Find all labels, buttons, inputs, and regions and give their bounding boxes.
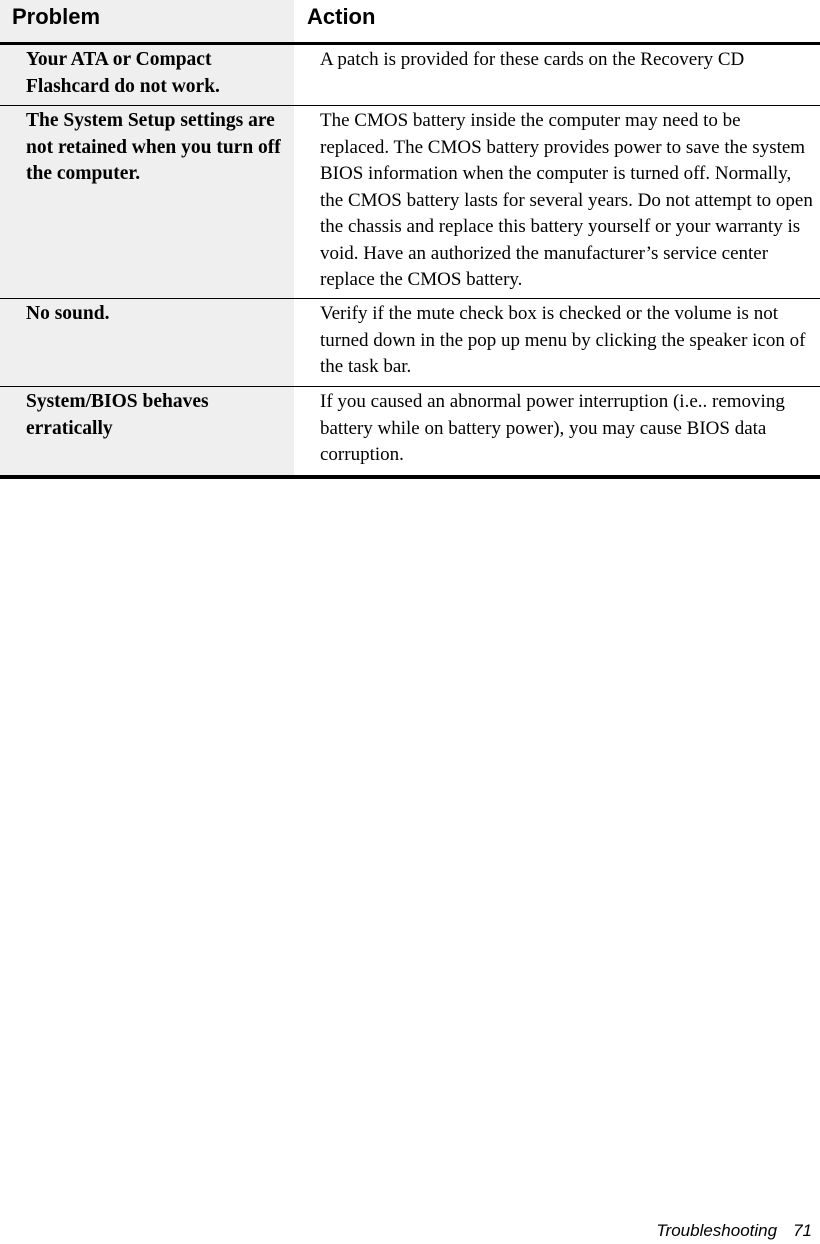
problem-column-header: Problem bbox=[12, 4, 101, 29]
page-footer bbox=[656, 1221, 812, 1241]
footer-section-title: Troubleshooting bbox=[656, 1221, 778, 1240]
action-column-header: Action bbox=[307, 4, 376, 29]
table-header bbox=[0, 0, 820, 42]
page-number: 71 bbox=[793, 1221, 812, 1240]
action-cell: A patch is provided for these cards on the Recovery CD bbox=[320, 49, 745, 70]
problem-cell: Your ATA or Compact Flashcard do not work. bbox=[0, 45, 294, 105]
problem-cell: No sound. bbox=[0, 299, 294, 386]
table-bottom-rule bbox=[0, 475, 820, 479]
action-cell: The CMOS battery inside the computer may need to be replaced. The CMOS battery provides power to save the system BIOS information when the computer is turned off. Normally, the CMOS battery lasts for several years. Do not attempt to open the chassis and replace this battery yourself or your warranty is void. Have an authorized the manufacturer’s service center replace the CMOS battery. bbox=[320, 110, 813, 290]
action-cell: Verify if the mute check box is checked or the volume is not turned down in the pop up menu by clicking the speaker icon of the task bar. bbox=[320, 303, 806, 377]
table-row bbox=[0, 299, 820, 386]
problem-cell: The System Setup settings are not retained when you turn off the computer. bbox=[0, 106, 294, 298]
table-row bbox=[0, 387, 820, 475]
problem-cell: System/BIOS behaves erratically bbox=[0, 387, 294, 475]
action-cell: If you caused an abnormal power interruption (i.e.. removing battery while on battery power), you may cause BIOS data corruption. bbox=[320, 391, 785, 465]
table-row bbox=[0, 106, 820, 298]
table-row bbox=[0, 45, 820, 105]
troubleshooting-table bbox=[0, 45, 820, 479]
